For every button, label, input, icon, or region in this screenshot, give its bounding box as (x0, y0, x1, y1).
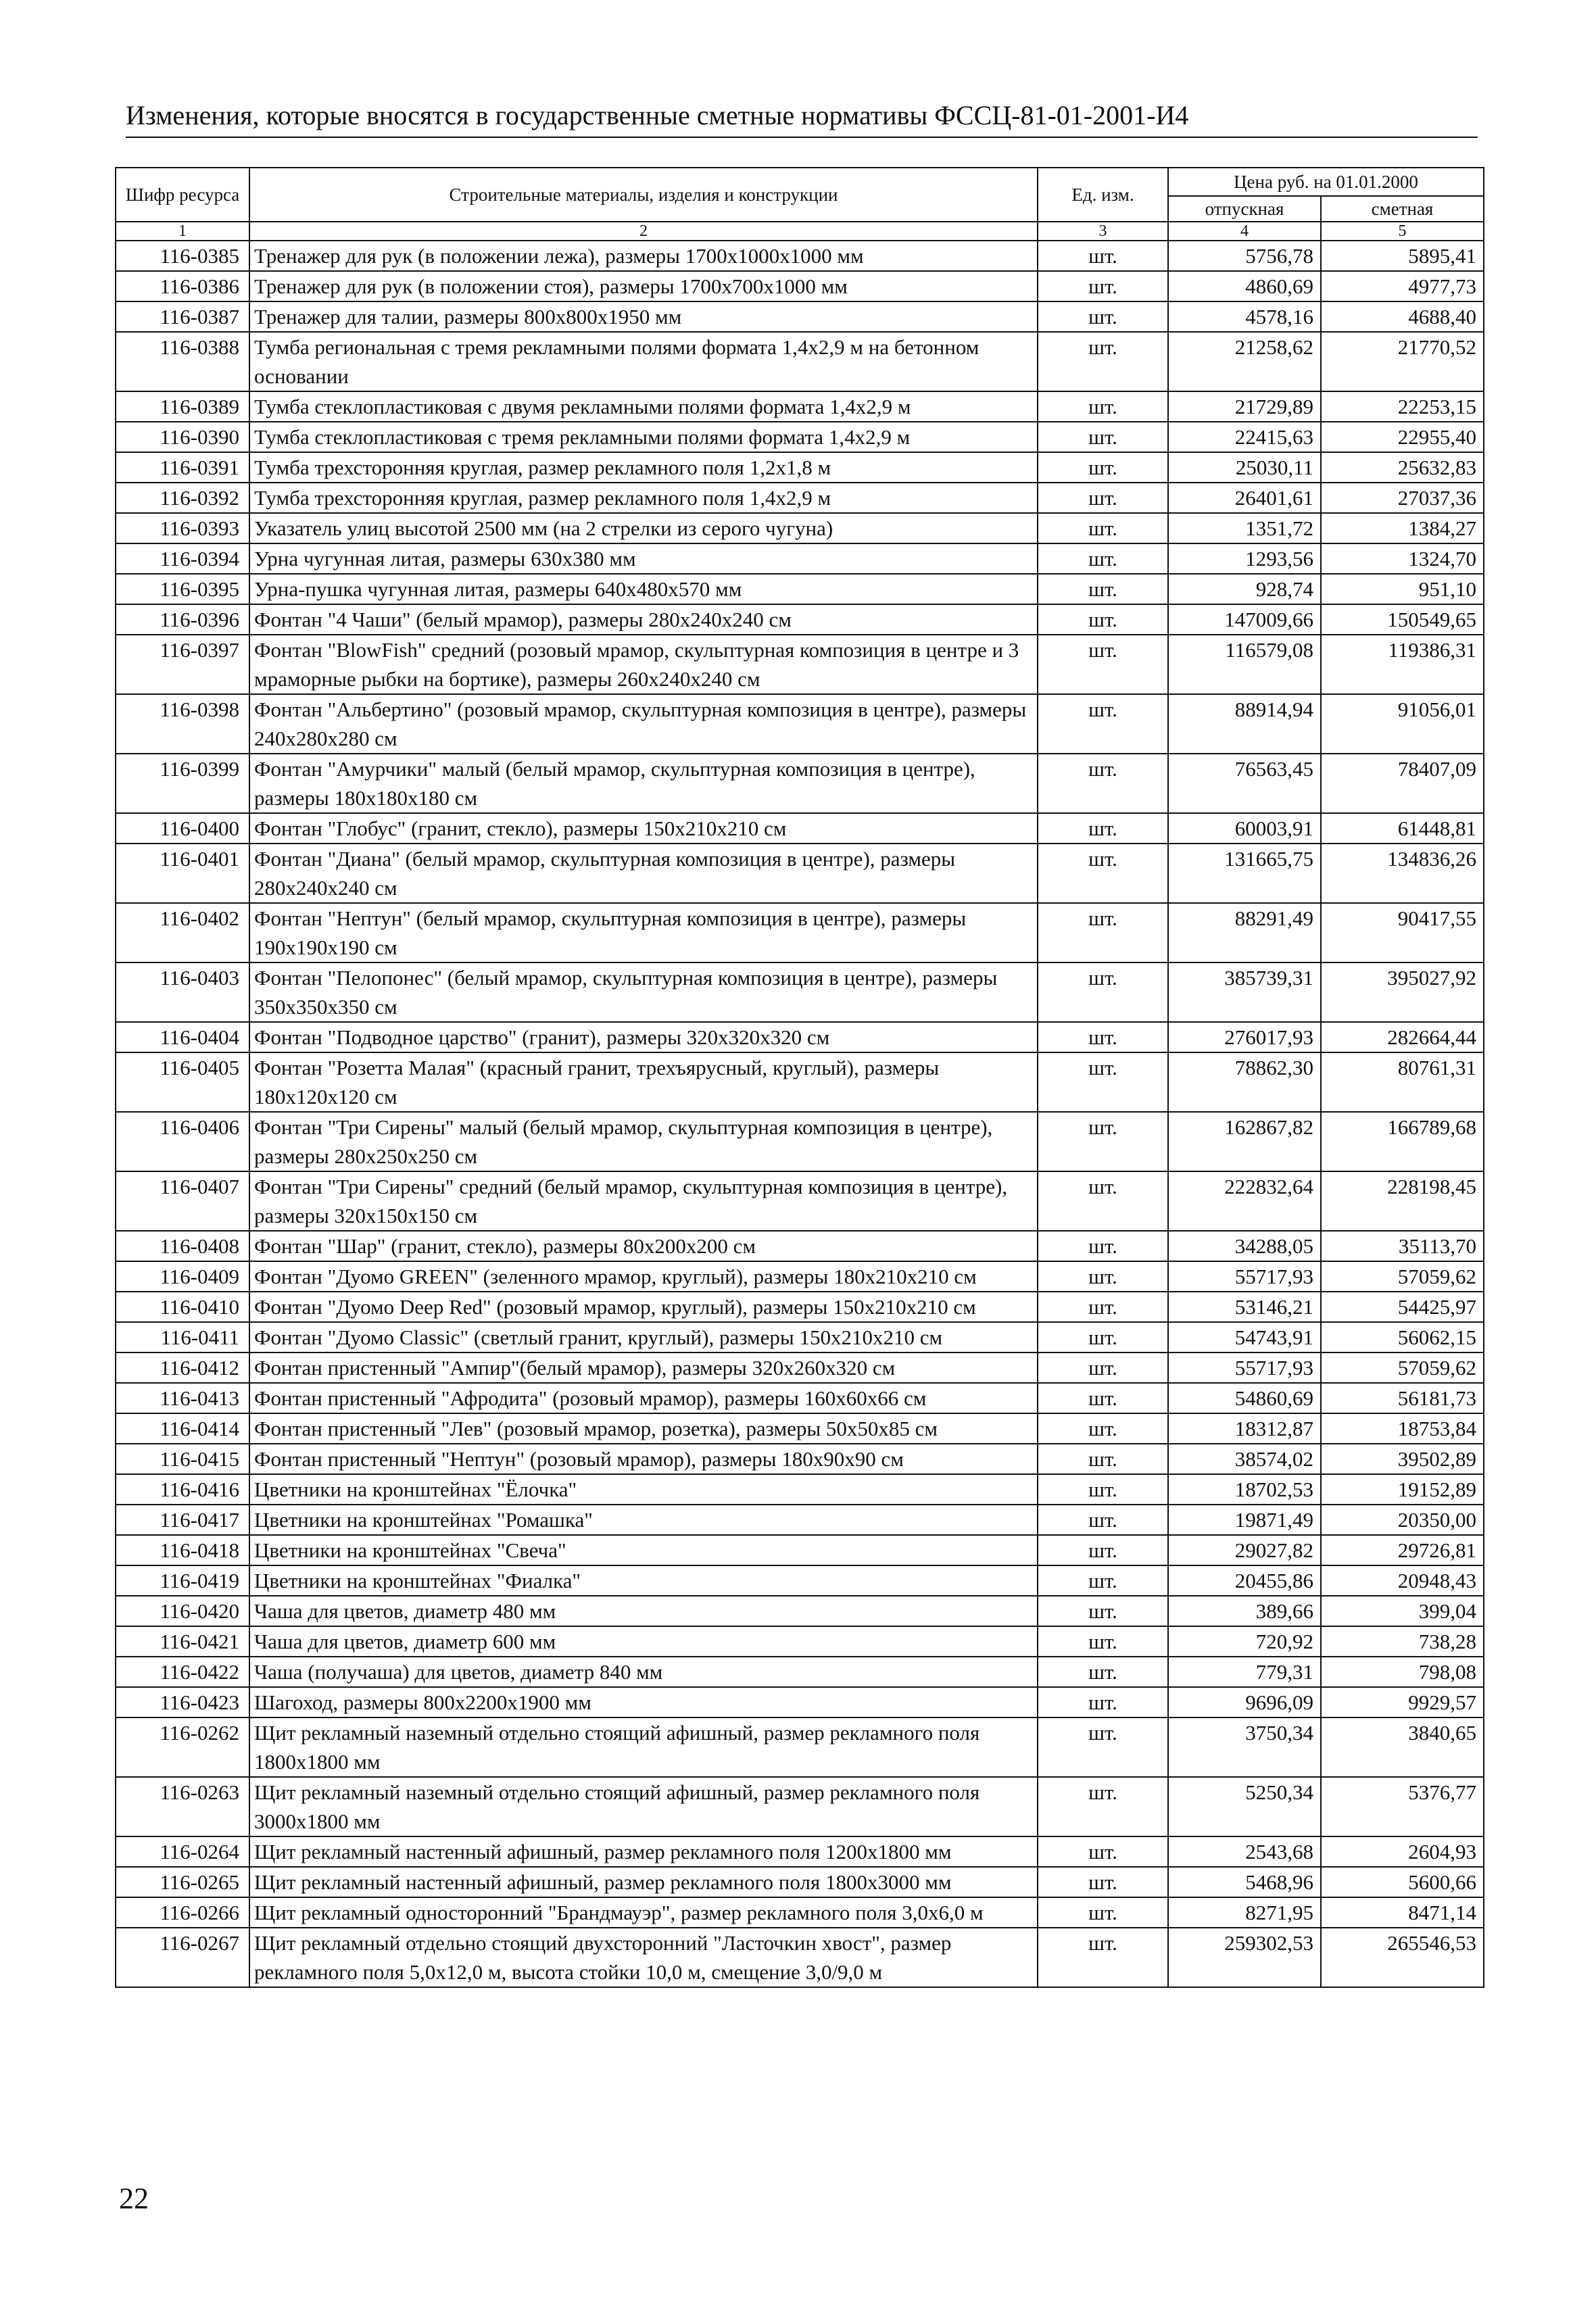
release-price: 2543,68 (1168, 1836, 1321, 1867)
table-row (116, 1444, 1484, 1474)
estimate-price: 5600,66 (1321, 1867, 1484, 1897)
release-price: 54860,69 (1168, 1383, 1321, 1413)
estimate-price: 395027,92 (1321, 962, 1484, 1022)
header-release-price: отпускная (1168, 196, 1321, 222)
release-price: 720,92 (1168, 1626, 1321, 1657)
title-rule (126, 137, 1478, 138)
release-price: 222832,64 (1168, 1171, 1321, 1231)
unit-cell: шт. (1038, 1535, 1168, 1565)
material-name: Фонтан пристенный "Ампир"(белый мрамор), размеры 320х260х320 см (249, 1353, 1038, 1383)
release-price: 60003,91 (1168, 813, 1321, 844)
release-price: 1351,72 (1168, 513, 1321, 543)
resource-code: 116-0396 (116, 604, 249, 635)
material-name: Щит рекламный настенный афишный, размер рекламного поля 1800х3000 мм (249, 1867, 1038, 1897)
release-price: 18312,87 (1168, 1413, 1321, 1444)
material-name: Фонтан "BlowFish" средний (розовый мрамор, скульптурная композиция в центре и 3 мраморные рыбки на бортике), размеры 260х240х240 см (249, 635, 1038, 694)
release-price: 779,31 (1168, 1657, 1321, 1687)
estimate-price: 19152,89 (1321, 1474, 1484, 1505)
table-row (116, 694, 1484, 754)
material-name: Тумба трехсторонняя круглая, размер рекламного поля 1,4х2,9 м (249, 483, 1038, 513)
resource-code: 116-0266 (116, 1897, 249, 1928)
unit-cell: шт. (1038, 694, 1168, 754)
material-name: Урна чугунная литая, размеры 630х380 мм (249, 543, 1038, 574)
release-price: 88291,49 (1168, 903, 1321, 962)
resource-code: 116-0415 (116, 1444, 249, 1474)
release-price: 21258,62 (1168, 332, 1321, 391)
unit-cell: шт. (1038, 271, 1168, 301)
estimate-price: 29726,81 (1321, 1535, 1484, 1565)
unit-cell: шт. (1038, 241, 1168, 271)
price-table (115, 167, 1484, 1988)
unit-cell: шт. (1038, 1353, 1168, 1383)
release-price: 55717,93 (1168, 1353, 1321, 1383)
material-name: Чаша (получаша) для цветов, диаметр 840 мм (249, 1657, 1038, 1687)
material-name: Щит рекламный настенный афишный, размер рекламного поля 1200х1800 мм (249, 1836, 1038, 1867)
resource-code: 116-0420 (116, 1596, 249, 1626)
resource-code: 116-0402 (116, 903, 249, 962)
material-name: Фонтан "Пелопонес" (белый мрамор, скульптурная композиция в центре), размеры 350х350х350 см (249, 962, 1038, 1022)
header-name: Строительные материалы, изделия и конструкции (249, 168, 1038, 222)
table-row (116, 574, 1484, 604)
material-name: Фонтан пристенный "Афродита" (розовый мрамор), размеры 160х60х66 см (249, 1383, 1038, 1413)
release-price: 928,74 (1168, 574, 1321, 604)
unit-cell: шт. (1038, 422, 1168, 452)
table-row (116, 1052, 1484, 1112)
material-name: Фонтан "Три Сирены" средний (белый мрамор, скульптурная композиция в центре), размеры 320х150х150 см (249, 1171, 1038, 1231)
estimate-price: 91056,01 (1321, 694, 1484, 754)
table-row (116, 903, 1484, 962)
table-row (116, 604, 1484, 635)
unit-cell: шт. (1038, 1836, 1168, 1867)
resource-code: 116-0423 (116, 1687, 249, 1717)
estimate-price: 798,08 (1321, 1657, 1484, 1687)
estimate-price: 4977,73 (1321, 271, 1484, 301)
table-row (116, 1322, 1484, 1353)
estimate-price: 20350,00 (1321, 1505, 1484, 1535)
material-name: Цветники на кронштейнах "Ёлочка" (249, 1474, 1038, 1505)
table-row (116, 1413, 1484, 1444)
release-price: 389,66 (1168, 1596, 1321, 1626)
unit-cell: шт. (1038, 635, 1168, 694)
column-number: 3 (1038, 222, 1168, 241)
resource-code: 116-0405 (116, 1052, 249, 1112)
table-row (116, 391, 1484, 422)
estimate-price: 57059,62 (1321, 1353, 1484, 1383)
release-price: 147009,66 (1168, 604, 1321, 635)
table-row (116, 635, 1484, 694)
table-row (116, 1596, 1484, 1626)
estimate-price: 8471,14 (1321, 1897, 1484, 1928)
table-row (116, 1022, 1484, 1052)
resource-code: 116-0414 (116, 1413, 249, 1444)
resource-code: 116-0421 (116, 1626, 249, 1657)
resource-code: 116-0262 (116, 1717, 249, 1777)
release-price: 38574,02 (1168, 1444, 1321, 1474)
release-price: 4860,69 (1168, 271, 1321, 301)
table-row (116, 1626, 1484, 1657)
unit-cell: шт. (1038, 1867, 1168, 1897)
estimate-price: 21770,52 (1321, 332, 1484, 391)
resource-code: 116-0398 (116, 694, 249, 754)
material-name: Фонтан "Амурчики" малый (белый мрамор, скульптурная композиция в центре), размеры 180х180х180 см (249, 754, 1038, 813)
unit-cell: шт. (1038, 301, 1168, 332)
header-unit: Ед. изм. (1038, 168, 1168, 222)
table-row (116, 1565, 1484, 1596)
resource-code: 116-0394 (116, 543, 249, 574)
unit-cell: шт. (1038, 1413, 1168, 1444)
release-price: 19871,49 (1168, 1505, 1321, 1535)
material-name: Фонтан "Глобус" (гранит, стекло), размеры 150х210х210 см (249, 813, 1038, 844)
material-name: Фонтан "Дуомо Deep Red" (розовый мрамор, круглый), размеры 150х210х210 см (249, 1292, 1038, 1322)
release-price: 9696,09 (1168, 1687, 1321, 1717)
release-price: 259302,53 (1168, 1928, 1321, 1987)
release-price: 78862,30 (1168, 1052, 1321, 1112)
table-row (116, 1112, 1484, 1171)
resource-code: 116-0422 (116, 1657, 249, 1687)
material-name: Цветники на кронштейнах "Свеча" (249, 1535, 1038, 1565)
resource-code: 116-0264 (116, 1836, 249, 1867)
unit-cell: шт. (1038, 483, 1168, 513)
release-price: 162867,82 (1168, 1112, 1321, 1171)
material-name: Фонтан "Три Сирены" малый (белый мрамор, скульптурная композиция в центре), размеры 280х250х250 см (249, 1112, 1038, 1171)
header-code: Шифр ресурса (116, 168, 249, 222)
resource-code: 116-0389 (116, 391, 249, 422)
estimate-price: 3840,65 (1321, 1717, 1484, 1777)
table-row (116, 452, 1484, 483)
release-price: 53146,21 (1168, 1292, 1321, 1322)
material-name: Щит рекламный отдельно стоящий двухсторонний "Ласточкин хвост", размер рекламного поля 5,0х12,0 м, высота стойки 10,0 м, смещение 3,0/9,0 м (249, 1928, 1038, 1987)
estimate-price: 134836,26 (1321, 844, 1484, 903)
table-row (116, 754, 1484, 813)
material-name: Фонтан "Диана" (белый мрамор, скульптурная композиция в центре), размеры 280х240х240 см (249, 844, 1038, 903)
unit-cell: шт. (1038, 1717, 1168, 1777)
header-estimate-price: сметная (1321, 196, 1484, 222)
table-body (116, 241, 1484, 1987)
unit-cell: шт. (1038, 332, 1168, 391)
resource-code: 116-0391 (116, 452, 249, 483)
table-row (116, 1867, 1484, 1897)
resource-code: 116-0388 (116, 332, 249, 391)
unit-cell: шт. (1038, 1444, 1168, 1474)
release-price: 29027,82 (1168, 1535, 1321, 1565)
table-row (116, 1261, 1484, 1292)
estimate-price: 399,04 (1321, 1596, 1484, 1626)
table-row (116, 1777, 1484, 1836)
table-row (116, 1687, 1484, 1717)
material-name: Чаша для цветов, диаметр 600 мм (249, 1626, 1038, 1657)
table-row (116, 1535, 1484, 1565)
estimate-price: 78407,09 (1321, 754, 1484, 813)
unit-cell: шт. (1038, 391, 1168, 422)
resource-code: 116-0410 (116, 1292, 249, 1322)
resource-code: 116-0408 (116, 1231, 249, 1261)
material-name: Тренажер для рук (в положении лежа), размеры 1700х1000х1000 мм (249, 241, 1038, 271)
resource-code: 116-0404 (116, 1022, 249, 1052)
price-table-container (115, 167, 1483, 1988)
table-row (116, 543, 1484, 574)
release-price: 88914,94 (1168, 694, 1321, 754)
estimate-price: 5895,41 (1321, 241, 1484, 271)
estimate-price: 27037,36 (1321, 483, 1484, 513)
table-row (116, 301, 1484, 332)
resource-code: 116-0263 (116, 1777, 249, 1836)
material-name: Щит рекламный наземный отдельно стоящий афишный, размер рекламного поля 1800х1800 мм (249, 1717, 1038, 1777)
table-row (116, 483, 1484, 513)
table-row (116, 844, 1484, 903)
material-name: Тумба стеклопластиковая с двумя рекламными полями формата 1,4х2,9 м (249, 391, 1038, 422)
table-row (116, 1171, 1484, 1231)
resource-code: 116-0395 (116, 574, 249, 604)
release-price: 26401,61 (1168, 483, 1321, 513)
table-row (116, 332, 1484, 391)
estimate-price: 1384,27 (1321, 513, 1484, 543)
table-row (116, 1897, 1484, 1928)
table-row (116, 1292, 1484, 1322)
column-number: 1 (116, 222, 249, 241)
release-price: 34288,05 (1168, 1231, 1321, 1261)
unit-cell: шт. (1038, 574, 1168, 604)
estimate-price: 4688,40 (1321, 301, 1484, 332)
estimate-price: 265546,53 (1321, 1928, 1484, 1987)
material-name: Тумба трехсторонняя круглая, размер рекламного поля 1,2х1,8 м (249, 452, 1038, 483)
resource-code: 116-0406 (116, 1112, 249, 1171)
material-name: Фонтан "Дуомо Classic" (светлый гранит, круглый), размеры 150х210х210 см (249, 1322, 1038, 1353)
table-row (116, 1928, 1484, 1987)
unit-cell: шт. (1038, 1687, 1168, 1717)
table-row (116, 1353, 1484, 1383)
material-name: Щит рекламный наземный отдельно стоящий афишный, размер рекламного поля 3000х1800 мм (249, 1777, 1038, 1836)
release-price: 4578,16 (1168, 301, 1321, 332)
estimate-price: 228198,45 (1321, 1171, 1484, 1231)
resource-code: 116-0265 (116, 1867, 249, 1897)
release-price: 5756,78 (1168, 241, 1321, 271)
estimate-price: 22955,40 (1321, 422, 1484, 452)
release-price: 8271,95 (1168, 1897, 1321, 1928)
resource-code: 116-0403 (116, 962, 249, 1022)
material-name: Тренажер для талии, размеры 800х800х1950 мм (249, 301, 1038, 332)
table-row (116, 1474, 1484, 1505)
release-price: 276017,93 (1168, 1022, 1321, 1052)
material-name: Фонтан "Нептун" (белый мрамор, скульптурная композиция в центре), размеры 190х190х190 см (249, 903, 1038, 962)
unit-cell: шт. (1038, 513, 1168, 543)
material-name: Фонтан "Подводное царство" (гранит), размеры 320х320х320 см (249, 1022, 1038, 1052)
material-name: Цветники на кронштейнах "Фиалка" (249, 1565, 1038, 1596)
unit-cell: шт. (1038, 1052, 1168, 1112)
material-name: Тренажер для рук (в положении стоя), размеры 1700х700х1000 мм (249, 271, 1038, 301)
resource-code: 116-0392 (116, 483, 249, 513)
release-price: 3750,34 (1168, 1717, 1321, 1777)
estimate-price: 166789,68 (1321, 1112, 1484, 1171)
release-price: 76563,45 (1168, 754, 1321, 813)
release-price: 25030,11 (1168, 452, 1321, 483)
release-price: 5250,34 (1168, 1777, 1321, 1836)
unit-cell: шт. (1038, 1928, 1168, 1987)
material-name: Фонтан пристенный "Лев" (розовый мрамор, розетка), размеры 50х50х85 см (249, 1413, 1038, 1444)
release-price: 20455,86 (1168, 1565, 1321, 1596)
estimate-price: 90417,55 (1321, 903, 1484, 962)
estimate-price: 22253,15 (1321, 391, 1484, 422)
resource-code: 116-0400 (116, 813, 249, 844)
table-row (116, 1231, 1484, 1261)
material-name: Фонтан "Шар" (гранит, стекло), размеры 80х200х200 см (249, 1231, 1038, 1261)
unit-cell: шт. (1038, 1171, 1168, 1231)
release-price: 55717,93 (1168, 1261, 1321, 1292)
unit-cell: шт. (1038, 1565, 1168, 1596)
unit-cell: шт. (1038, 1383, 1168, 1413)
estimate-price: 57059,62 (1321, 1261, 1484, 1292)
resource-code: 116-0397 (116, 635, 249, 694)
estimate-price: 282664,44 (1321, 1022, 1484, 1052)
release-price: 54743,91 (1168, 1322, 1321, 1353)
material-name: Чаша для цветов, диаметр 480 мм (249, 1596, 1038, 1626)
resource-code: 116-0419 (116, 1565, 249, 1596)
material-name: Шагоход, размеры 800х2200х1900 мм (249, 1687, 1038, 1717)
estimate-price: 54425,97 (1321, 1292, 1484, 1322)
resource-code: 116-0390 (116, 422, 249, 452)
header-price-group: Цена руб. на 01.01.2000 (1168, 168, 1484, 196)
estimate-price: 20948,43 (1321, 1565, 1484, 1596)
estimate-price: 1324,70 (1321, 543, 1484, 574)
unit-cell: шт. (1038, 1022, 1168, 1052)
release-price: 22415,63 (1168, 422, 1321, 452)
unit-cell: шт. (1038, 1777, 1168, 1836)
resource-code: 116-0393 (116, 513, 249, 543)
column-number: 5 (1321, 222, 1484, 241)
release-price: 131665,75 (1168, 844, 1321, 903)
estimate-price: 9929,57 (1321, 1687, 1484, 1717)
release-price: 21729,89 (1168, 391, 1321, 422)
unit-cell: шт. (1038, 903, 1168, 962)
unit-cell: шт. (1038, 1897, 1168, 1928)
table-row (116, 1836, 1484, 1867)
material-name: Щит рекламный односторонний "Брандмауэр", размер рекламного поля 3,0х6,0 м (249, 1897, 1038, 1928)
material-name: Указатель улиц высотой 2500 мм (на 2 стрелки из серого чугуна) (249, 513, 1038, 543)
estimate-price: 119386,31 (1321, 635, 1484, 694)
material-name: Фонтан "Альбертино" (розовый мрамор, скульптурная композиция в центре), размеры 240х280х280 см (249, 694, 1038, 754)
resource-code: 116-0412 (116, 1353, 249, 1383)
unit-cell: шт. (1038, 1596, 1168, 1626)
resource-code: 116-0399 (116, 754, 249, 813)
estimate-price: 61448,81 (1321, 813, 1484, 844)
unit-cell: шт. (1038, 962, 1168, 1022)
material-name: Урна-пушка чугунная литая, размеры 640х480х570 мм (249, 574, 1038, 604)
material-name: Фонтан "4 Чаши" (белый мрамор), размеры 280х240х240 см (249, 604, 1038, 635)
unit-cell: шт. (1038, 604, 1168, 635)
estimate-price: 5376,77 (1321, 1777, 1484, 1836)
unit-cell: шт. (1038, 1505, 1168, 1535)
unit-cell: шт. (1038, 1474, 1168, 1505)
resource-code: 116-0267 (116, 1928, 249, 1987)
resource-code: 116-0385 (116, 241, 249, 271)
resource-code: 116-0409 (116, 1261, 249, 1292)
table-row (116, 1717, 1484, 1777)
material-name: Фонтан "Розетта Малая" (красный гранит, трехъярусный, круглый), размеры 180х120х120 см (249, 1052, 1038, 1112)
release-price: 385739,31 (1168, 962, 1321, 1022)
table-row (116, 513, 1484, 543)
estimate-price: 25632,83 (1321, 452, 1484, 483)
material-name: Фонтан "Дуомо GREEN" (зеленного мрамор, круглый), размеры 180х210х210 см (249, 1261, 1038, 1292)
release-price: 1293,56 (1168, 543, 1321, 574)
estimate-price: 56181,73 (1321, 1383, 1484, 1413)
table-row (116, 813, 1484, 844)
estimate-price: 150549,65 (1321, 604, 1484, 635)
unit-cell: шт. (1038, 1626, 1168, 1657)
unit-cell: шт. (1038, 844, 1168, 903)
release-price: 116579,08 (1168, 635, 1321, 694)
unit-cell: шт. (1038, 1657, 1168, 1687)
column-number: 4 (1168, 222, 1321, 241)
resource-code: 116-0416 (116, 1474, 249, 1505)
material-name: Тумба стеклопластиковая с тремя рекламными полями формата 1,4х2,9 м (249, 422, 1038, 452)
estimate-price: 39502,89 (1321, 1444, 1484, 1474)
resource-code: 116-0407 (116, 1171, 249, 1231)
unit-cell: шт. (1038, 754, 1168, 813)
resource-code: 116-0417 (116, 1505, 249, 1535)
table-row (116, 241, 1484, 271)
estimate-price: 951,10 (1321, 574, 1484, 604)
table-row (116, 1657, 1484, 1687)
resource-code: 116-0386 (116, 271, 249, 301)
estimate-price: 35113,70 (1321, 1231, 1484, 1261)
table-row (116, 422, 1484, 452)
resource-code: 116-0411 (116, 1322, 249, 1353)
table-row (116, 271, 1484, 301)
unit-cell: шт. (1038, 1261, 1168, 1292)
page-number: 22 (119, 2182, 149, 2215)
release-price: 18702,53 (1168, 1474, 1321, 1505)
unit-cell: шт. (1038, 1292, 1168, 1322)
table-row (116, 1505, 1484, 1535)
resource-code: 116-0413 (116, 1383, 249, 1413)
unit-cell: шт. (1038, 813, 1168, 844)
material-name: Цветники на кронштейнах "Ромашка" (249, 1505, 1038, 1535)
page-title: Изменения, которые вносятся в государственные сметные нормативы ФССЦ-81-01-2001-И4 (126, 100, 1189, 130)
estimate-price: 2604,93 (1321, 1836, 1484, 1867)
resource-code: 116-0387 (116, 301, 249, 332)
unit-cell: шт. (1038, 452, 1168, 483)
column-number: 2 (249, 222, 1038, 241)
material-name: Фонтан пристенный "Нептун" (розовый мрамор), размеры 180х90х90 см (249, 1444, 1038, 1474)
table-row (116, 962, 1484, 1022)
unit-cell: шт. (1038, 1231, 1168, 1261)
estimate-price: 56062,15 (1321, 1322, 1484, 1353)
unit-cell: шт. (1038, 1112, 1168, 1171)
table-header (116, 168, 1484, 241)
unit-cell: шт. (1038, 543, 1168, 574)
estimate-price: 738,28 (1321, 1626, 1484, 1657)
release-price: 5468,96 (1168, 1867, 1321, 1897)
table-row (116, 1383, 1484, 1413)
estimate-price: 80761,31 (1321, 1052, 1484, 1112)
resource-code: 116-0401 (116, 844, 249, 903)
unit-cell: шт. (1038, 1322, 1168, 1353)
resource-code: 116-0418 (116, 1535, 249, 1565)
estimate-price: 18753,84 (1321, 1413, 1484, 1444)
material-name: Тумба региональная с тремя рекламными полями формата 1,4х2,9 м на бетонном основании (249, 332, 1038, 391)
